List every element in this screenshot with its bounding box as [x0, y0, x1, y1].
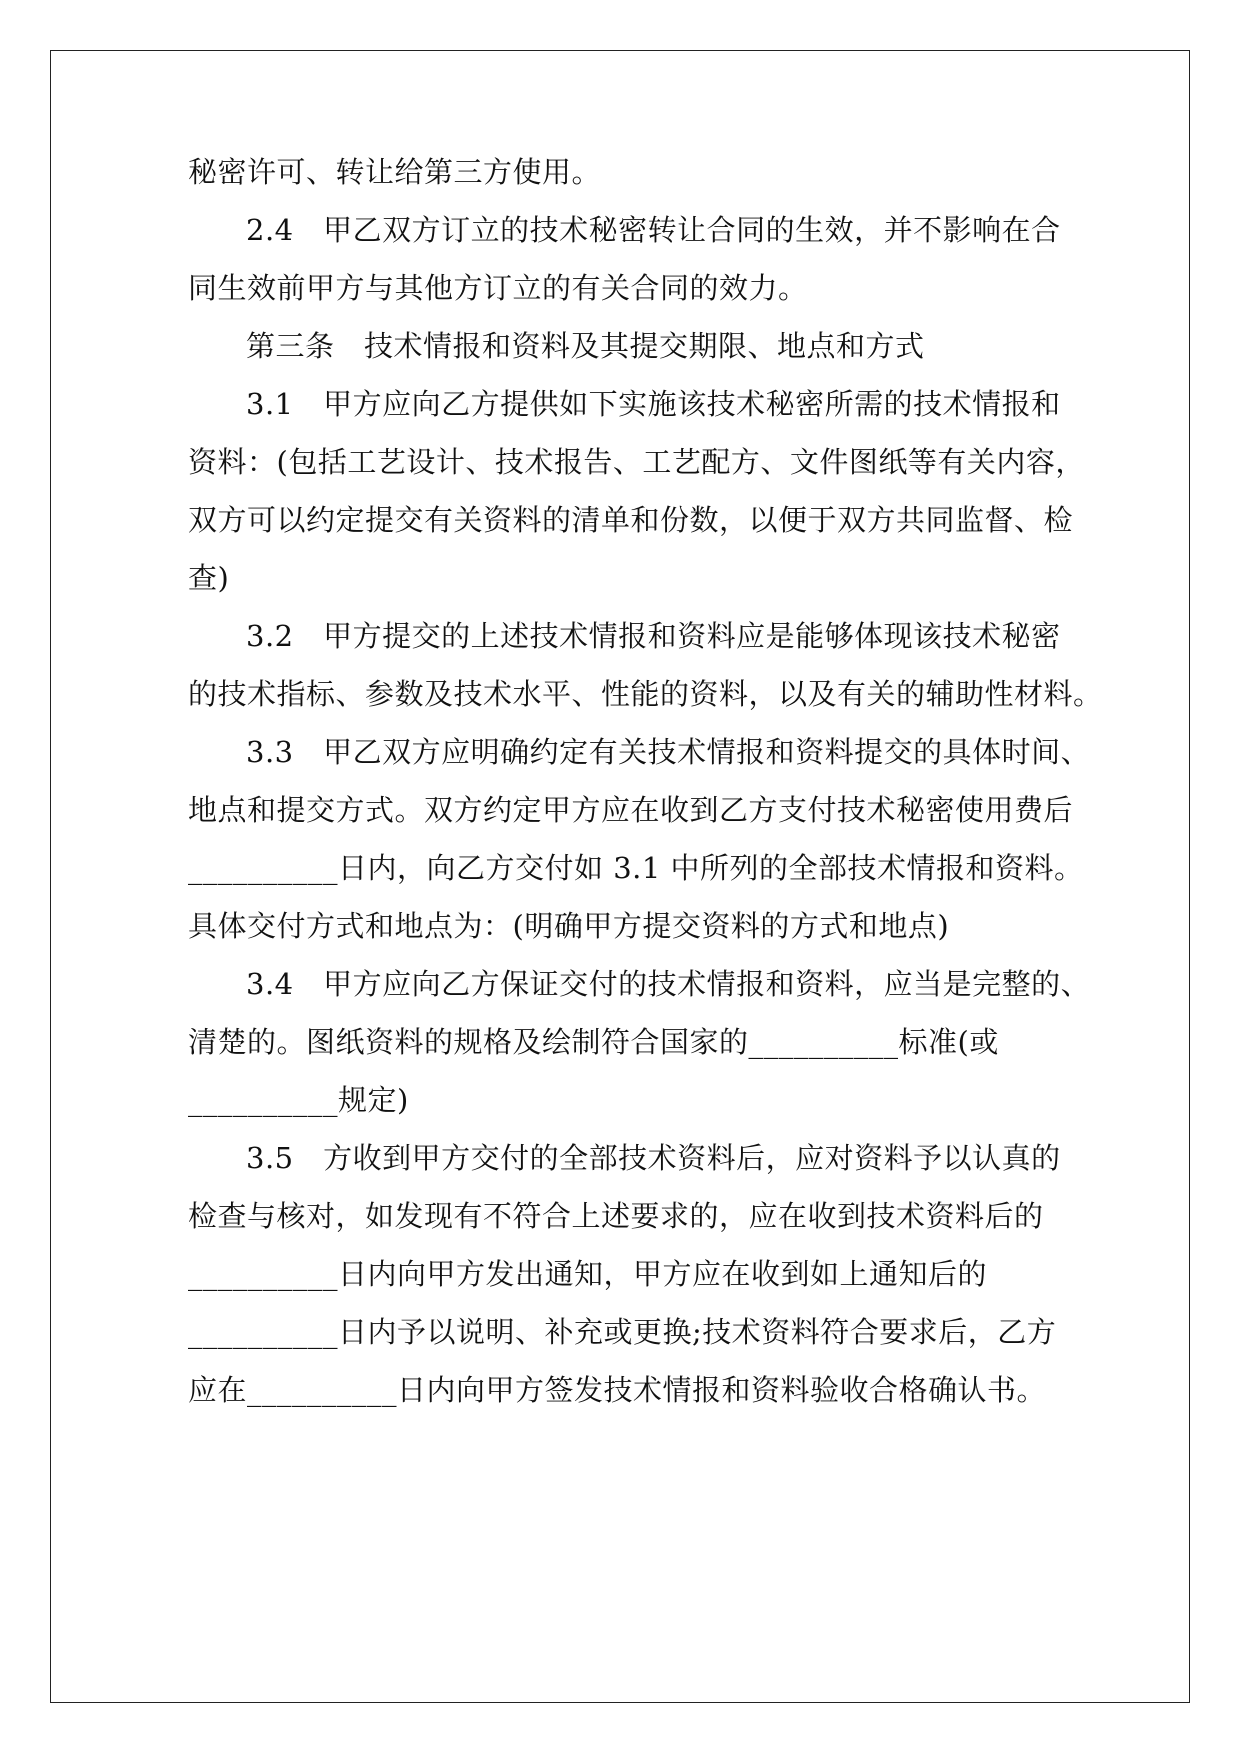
clause-3-1-line: 3.1 甲方应向乙方提供如下实施该技术秘密所需的技术情报和 [246, 387, 1061, 421]
text-line: 资料：(包括工艺设计、技术报告、工艺配方、文件图纸等有关内容， [188, 445, 1085, 479]
clause-3-4-line: 3.4 甲方应向乙方保证交付的技术情报和资料，应当是完整的、 [246, 967, 1091, 1001]
clause-3-5-line: 3.5 方收到甲方交付的全部技术资料后，应对资料予以认真的 [246, 1141, 1061, 1175]
text-line: 应在__________日内向甲方签发技术情报和资料验收合格确认书。 [188, 1373, 1047, 1407]
text-line: 地点和提交方式。双方约定甲方应在收到乙方支付技术秘密使用费后 [188, 793, 1074, 827]
clause-3-3-line: 3.3 甲乙双方应明确约定有关技术情报和资料提交的具体时间、 [246, 735, 1091, 769]
article-3-heading: 第三条 技术情报和资料及其提交期限、地点和方式 [246, 329, 925, 363]
text-line: 同生效前甲方与其他方订立的有关合同的效力。 [188, 271, 808, 305]
clause-3-2-line: 3.2 甲方提交的上述技术情报和资料应是能够体现该技术秘密 [246, 619, 1061, 653]
text-line: 检查与核对，如发现有不符合上述要求的，应在收到技术资料后的 [188, 1199, 1044, 1233]
text-line: 查) [188, 561, 230, 595]
text-line: 的技术指标、参数及技术水平、性能的资料，以及有关的辅助性材料。 [188, 677, 1103, 711]
text-line: 秘密许可、转让给第三方使用。 [188, 155, 602, 189]
text-line: __________日内予以说明、补充或更换;技术资料符合要求后，乙方 [188, 1315, 1057, 1349]
text-line: __________日内，向乙方交付如 3.1 中所列的全部技术情报和资料。 [188, 851, 1084, 885]
text-line: __________规定) [188, 1083, 409, 1117]
clause-2-4-line: 2.4 甲乙双方订立的技术秘密转让合同的生效，并不影响在合 [246, 213, 1061, 247]
text-line: __________日内向甲方发出通知，甲方应在收到如上通知后的 [188, 1257, 988, 1291]
text-line: 双方可以约定提交有关资料的清单和份数，以便于双方共同监督、检 [188, 503, 1074, 537]
text-line: 具体交付方式和地点为：(明确甲方提交资料的方式和地点) [188, 909, 950, 943]
text-line: 清楚的。图纸资料的规格及绘制符合国家的__________标准(或 [188, 1025, 999, 1059]
